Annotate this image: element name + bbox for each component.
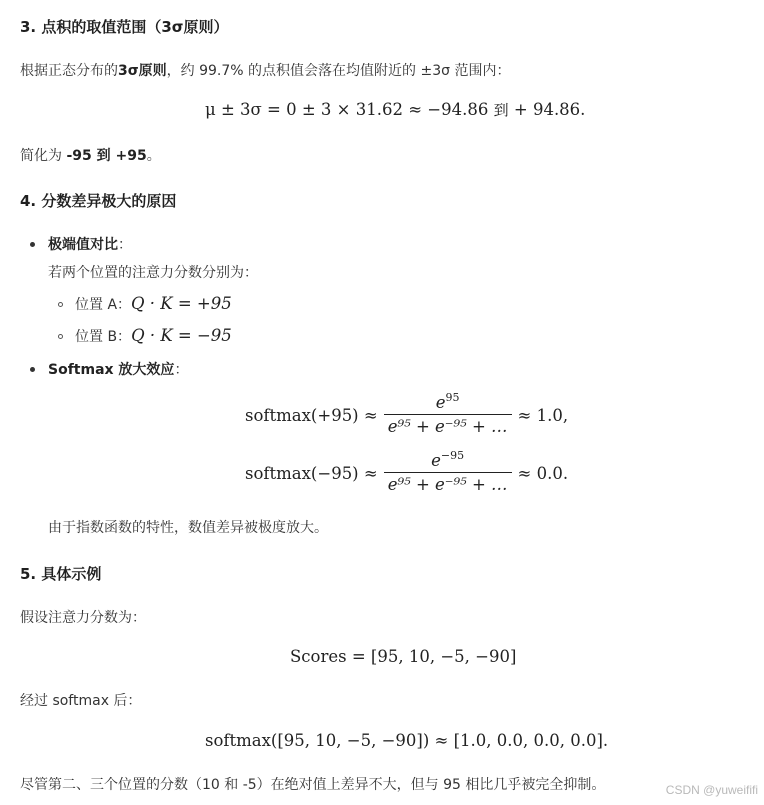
eq2-num-exp: −95: [440, 449, 465, 462]
sec3-formula-rhs: + 94.86.: [513, 100, 586, 119]
bullet2-colon: ：: [174, 362, 189, 378]
sec3-simplified-post: 。: [146, 148, 161, 164]
bullet-extreme-values: [48, 234, 132, 254]
sec3-intro-post: ，约 99.7% 的点积值会落在均值附近的 ±3σ 范围内：: [166, 63, 511, 79]
softmax-equation-1: [245, 391, 569, 436]
eq1-denominator: e⁹⁵ + e⁻⁹⁵ + …: [384, 414, 512, 436]
eq1-fraction: [384, 391, 512, 436]
eq1-lhs: softmax(+95) ≈: [245, 405, 378, 425]
position-a-item: [75, 294, 232, 314]
sec5-assume: 假设注意力分数为：: [20, 610, 146, 626]
eq2-rhs: ≈ 0.0.: [517, 463, 569, 483]
eq1-num-base: e: [435, 393, 446, 412]
bullet1-colon: ：: [118, 237, 132, 253]
sec3-intro: [20, 60, 510, 80]
sec3-intro-bold: 3σ原则: [118, 63, 167, 79]
bullet2-title: Softmax 放大效应: [48, 362, 175, 378]
sec3-simplified: [20, 145, 161, 165]
sec3-simplified-bold: -95 到 +95: [66, 148, 147, 164]
softmax-result-formula: softmax([95, 10, −5, −90]) ≈ [1.0, 0.0, 0.0, 0.0].: [205, 731, 609, 750]
eq1-num-exp: 95: [445, 391, 460, 404]
eq2-fraction: [384, 449, 512, 494]
sec3-simplified-pre: 简化为: [20, 148, 67, 164]
bullet1-subtext: 若两个位置的注意力分数分别为：: [48, 265, 258, 281]
section-heading-5: 5. 具体示例: [20, 565, 102, 583]
softmax-equation-2: [245, 449, 569, 494]
sec4-note: 由于指数函数的特性，数值差异被极度放大。: [48, 520, 328, 536]
bullet-disc-icon: [30, 367, 35, 372]
sec3-formula: [205, 99, 585, 120]
eq2-lhs: softmax(−95) ≈: [245, 463, 378, 483]
position-a-math: Q · K = +95: [131, 294, 232, 313]
bullet-disc-icon: [30, 242, 35, 247]
eq1-rhs: ≈ 1.0,: [517, 405, 569, 425]
sec3-formula-mid: 到: [493, 101, 509, 119]
sec5-after: 经过 softmax 后：: [20, 693, 142, 709]
watermark: CSDN @yuweififi: [665, 783, 758, 797]
sec3-intro-pre: 根据正态分布的: [20, 63, 118, 79]
bullet-circle-icon: [58, 334, 63, 339]
eq2-denominator: e⁹⁵ + e⁻⁹⁵ + …: [384, 472, 512, 494]
position-a-label: 位置 A：: [75, 297, 132, 313]
section-heading-3: 3. 点积的取值范围（3σ原则）: [20, 18, 229, 36]
section-heading-4: 4. 分数差异极大的原因: [20, 192, 177, 210]
sec3-formula-lhs: μ ± 3σ = 0 ± 3 × 31.62 ≈ −94.86: [205, 100, 489, 119]
position-b-math: Q · K = −95: [131, 326, 232, 345]
eq2-num-base: e: [431, 451, 441, 470]
sec5-conclusion: 尽管第二、三个位置的分数（10 和 -5）在绝对值上差异不大，但与 95 相比几乎被完全抑制。: [20, 777, 606, 793]
position-b-item: [75, 326, 232, 346]
bullet1-title: 极端值对比: [48, 237, 118, 253]
scores-formula: Scores = [95, 10, −5, −90]: [290, 647, 517, 666]
eq1-numerator: [432, 391, 464, 414]
position-b-label: 位置 B：: [75, 329, 132, 345]
bullet-circle-icon: [58, 302, 63, 307]
eq2-numerator: [427, 449, 468, 472]
bullet-softmax-effect: [48, 359, 188, 379]
